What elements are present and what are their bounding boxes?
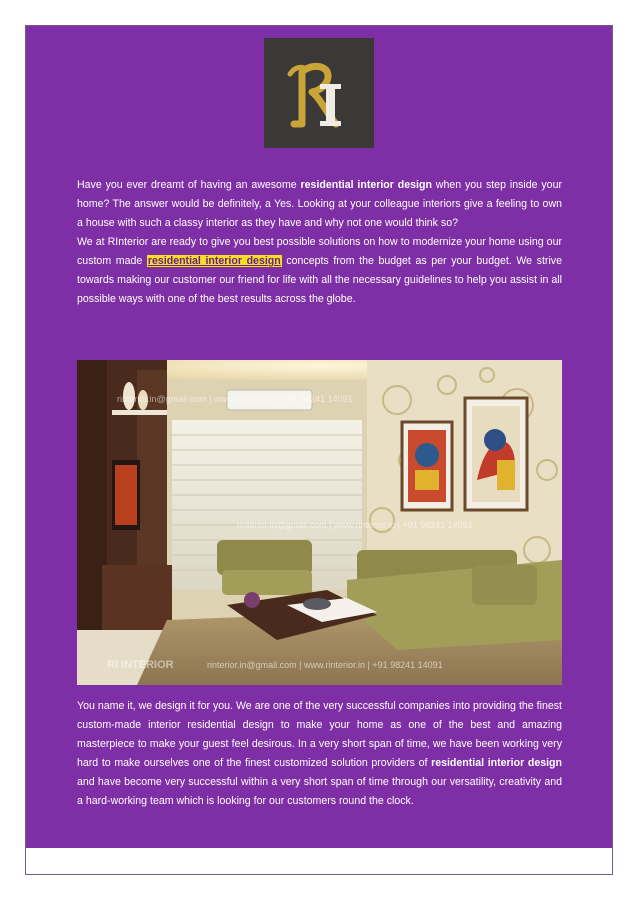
photo-watermark-top: rinterior.in@gmail.com | www.rinterior.in | +91 98241 14091 — [117, 394, 353, 404]
rinterior-logo — [264, 38, 374, 148]
living-room-photo — [77, 360, 562, 685]
logo-graphic — [264, 38, 374, 148]
solutions-text-end: concepts from the budget as per your budget. We strive towards making our customer our friend for life with all the necessary guidelines to help you assist in all possible ways with one of the best results across the globe. — [77, 255, 562, 306]
about-keyword: residential interior design — [431, 757, 562, 770]
about-text-end: and have become very successful within a very short span of time through our versatility, creativity and a hard-working team which is looking for our customers round the clock. — [77, 776, 562, 808]
photo-watermark-bottom: rinterior.in@gmail.com | www.rinterior.in | +91 98241 14091 — [207, 660, 443, 670]
intro-text-start: Have you ever dreamt of having an awesome — [77, 179, 301, 191]
solutions-text-start: We at RInterior are ready to give you best possible solutions on how to modernize your home using our custom made — [77, 236, 562, 268]
intro-text-end: when you step inside your home? The answer would be definitely, a Yes. Looking at your colleague interiors give a feeling to own a house with such a classy interior as they have and why not one would think so? — [77, 179, 562, 230]
intro-keyword: residential interior design — [300, 179, 432, 191]
about-paragraph — [77, 697, 562, 812]
solutions-paragraph — [77, 233, 562, 309]
intro-paragraph — [77, 176, 562, 233]
photo-watermark-middle: rinterior.in@gmail.com | www.rinterior.in | +91 98241 14091 — [237, 520, 473, 530]
about-text-start: You name it, we design it for you. We are one of the very successful companies into providing the finest custom-made interior residential design to make your home as one of the best and amazing masterpiece to make your guest feel desirous. In a very short span of time, we have been working very hard to make ourselves one of the finest customized solution providers of — [77, 700, 562, 770]
living-room-illustration — [77, 360, 562, 685]
photo-brand-mark: RI INTERIOR — [107, 659, 174, 671]
residential-interior-design-link[interactable]: residential interior design — [147, 255, 281, 268]
